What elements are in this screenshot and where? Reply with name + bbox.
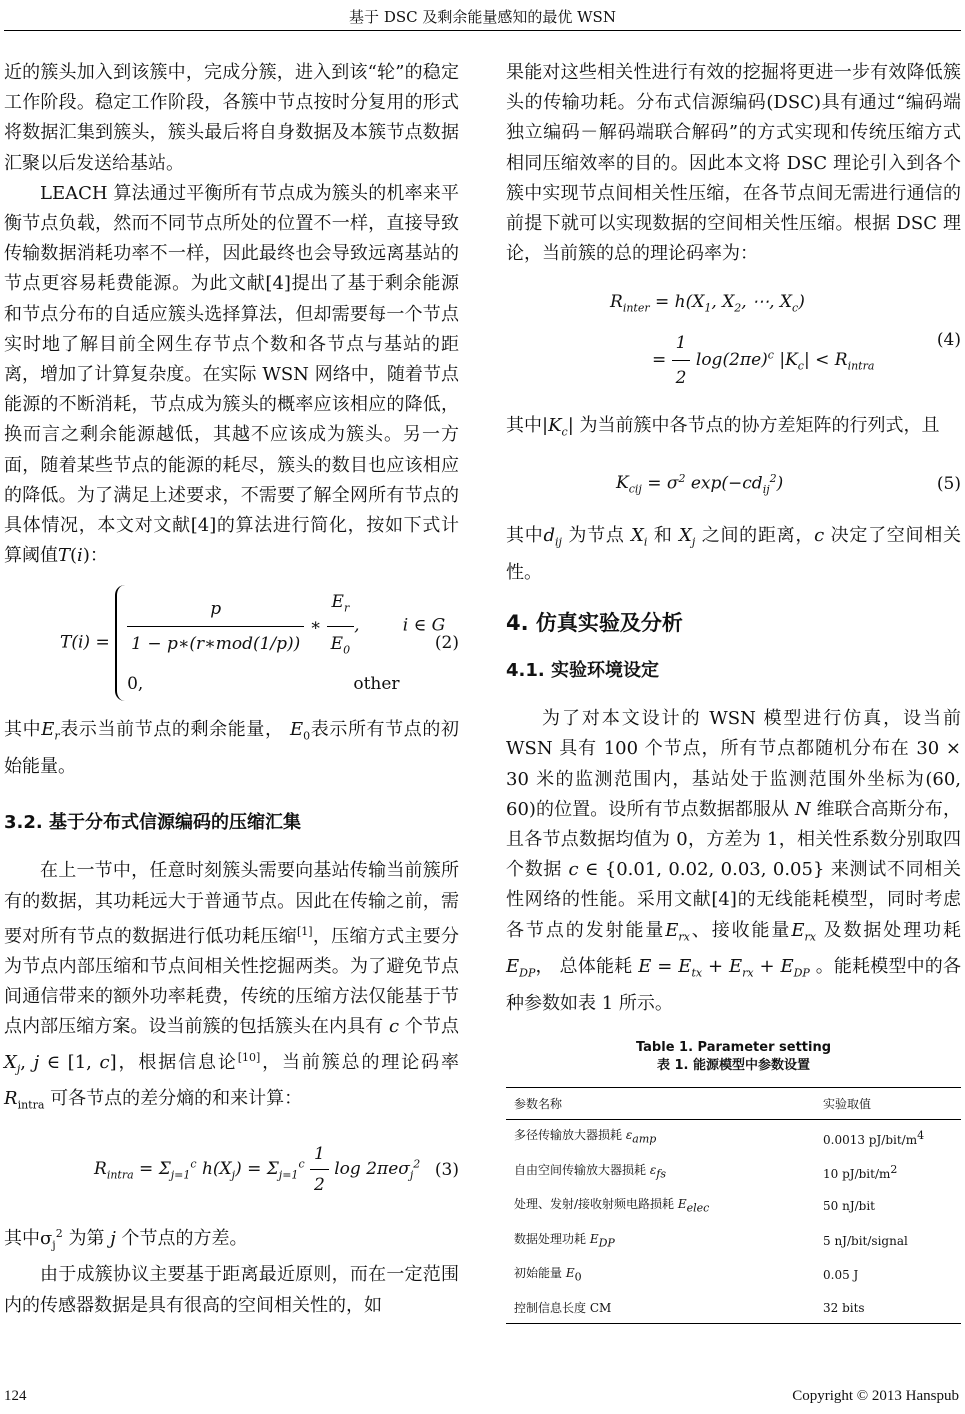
- equation-5: $K_{cij} = \sigma^2$ $\exp(-cd_{ij}^2)$ (5): [506, 454, 961, 515]
- piecewise-cases: $\frac{p}{\text{1 − p∗(r∗mod(1/p))}}$ ∗ $\frac{E_r}{E_0}$ , i ∈ G 0, other: [115, 585, 445, 701]
- parameter-table: [506, 1087, 961, 1324]
- paragraph: 为了对本文设计的 WSN 模型进行仿真，设当前 WSN 具有 100 个节点，所有节点都随机分布在 30 × 30 米的监测范围内，基站处于监测范围外坐标为(60, 60)的位置。设所有节点数据都服从 N 维联合高斯分布，且各节点数据均值为 0，方差为 1，相关性系数分别取四个数据 c ∈ {0.01, 0.02, 0.03, 0.05} 来测试不同相关性网络的性能。采用文献[4]的无线能耗模型，同时考虑各节点的发射能量$E_{rx}$、接收能量$E_{rx}$ 及数据处理功耗 $E_{DP}$， 总体能耗 $E = E_{tx} + E_{rx} + E_{DP}$ 。能耗模型中的各种参数如表 1 所示。: [506, 708, 962, 1015]
- table-cell: 多径传输放大器损耗 $\varepsilon_{amp}$: [514, 1128, 657, 1146]
- table-cell: 10 $pJ/bit/m^2$: [823, 1163, 898, 1182]
- running-header: 基于 DSC 及剩余能量感知的最优 WSN: [349, 8, 616, 26]
- equation-number: (5): [936, 474, 961, 495]
- table-caption: Table 1. Parameter setting 表 1. 能源模型中参数设置: [635, 1040, 832, 1074]
- section-heading: 3.2. 基于分布式信源编码的压缩汇集: [4, 812, 301, 834]
- table-cell: 初始能量 $E_0$: [514, 1266, 582, 1284]
- equation-2: T(i) = $\frac{p}{\text{1 − p∗(r∗mod(1/p))}}$ ∗ $\frac{E_r}{E_0}$ , i ∈ G 0, other (2): [4, 577, 459, 709]
- table-row: [506, 1120, 961, 1155]
- table-cell: 自由空间传输放大器损耗 $\varepsilon_{fs}$: [514, 1162, 667, 1181]
- copyright-notice: Copyright © 2013 Hanspub: [792, 1388, 959, 1404]
- right-column: [506, 58, 961, 1324]
- subsection-heading: 4.1. 实验环境设定: [506, 660, 659, 682]
- table-header-row: [506, 1088, 961, 1120]
- table-cell: 数据处理功耗 $E_{DP}$: [514, 1231, 615, 1250]
- table-cell: 控制信息长度 CM: [514, 1300, 612, 1315]
- paragraph: 果能对这些相关性进行有效的挖掘将更进一步有效降低簇头的传输功耗。分布式信源编码(DSC)具有通过“编码端独立编码－解码端联合解码”的方式实现和传统压缩方式相同压缩效率的目的。因此本文将 DSC 理论引入到各个簇中实现节点间相关性压缩，在各节点间无需进行通信的前提下就可以实现数据的空间相关性压缩。根据 DSC 理论，当前簇的总的理论码率为：: [506, 62, 961, 265]
- table-row: [506, 1292, 961, 1324]
- table-cell: 处理、发射/接收射频电路损耗 $E_{elec}$: [514, 1197, 710, 1215]
- table-row: [506, 1224, 961, 1258]
- paragraph: 其中$|K_c|$ 为当前簇中各节点的协方差矩阵的行列式，且: [506, 414, 940, 439]
- table-cell: 5 nJ/bit/signal: [823, 1233, 908, 1248]
- equation-number: (2): [434, 633, 459, 654]
- paragraph: 其中$E_r$表示当前节点的剩余能量， $E_0$表示所有节点的初始能量。: [4, 719, 460, 778]
- table-cell: 0.05 J: [823, 1268, 859, 1283]
- table-cell: 50 nJ/bit: [823, 1199, 876, 1214]
- paragraph: LEACH 算法通过平衡所有节点成为簇头的机率来平衡节点负载，然而不同节点所处的位置不一样，直接导致传输数据消耗功率不一样，因此最终也会导致远离基站的节点更容易耗费能源。为此文献[4]提出了基于剩余能源和节点分布的自适应簇头选择算法，但却需要每一个节点实时地了解目前全网生存节点个数和各节点与基站的距离，增加了计算复杂度。在实际 WSN 网络中，随着节点能源的不断消耗，节点成为簇头的概率应该相应的降低，换而言之剩余能源越低，其越不应该成为簇头。另一方面，随着某些节点的能源的耗尽，簇头的数目也应该相应的降低。为了满足上述要求，不需要了解全网所有节点的具体情况，本文对文献[4]的算法进行简化，按如下式计算阈值T(i)：: [4, 182, 459, 567]
- equation-4: $R_{inter} = h(X_1$, $X_2$, ⋯, $X_c$) = $\frac{1}{2}$ $\log(2\pi e)^c$ $|K_c| < R_{intra}$ (4): [610, 292, 961, 388]
- table-cell: 0.0013 $pJ/bit/m^4$: [823, 1128, 925, 1147]
- table-header-cell: 实验取值: [823, 1096, 872, 1111]
- paragraph: 在上一节中，任意时刻簇头需要向基站传输当前簇所有的数据，其功耗远大于普通节点。因此在传输之前，需要对所有节点的数据进行低功耗压缩[1]，压缩方式主要分为节点内部压缩和节点间相关性挖掘两类。为了避免节点间通信带来的额外功率耗费，传统的压缩方法仅能基于节点内部压缩方案。设当前簇的包括簇头在内具有 c 个节点 $X_j$, j ∈ [1, c]，根据信息论[10]，当前簇总的理论码率 $R_{intra}$ 可各节点的差分熵的和来计算：: [4, 860, 460, 1113]
- paragraph: 其中$\sigma_j^2$ 为第 j 个节点的方差。: [4, 1226, 248, 1252]
- paragraph: 近的簇头加入到该簇中，完成分簇，进入到该“轮”的稳定工作阶段。稳定工作阶段，各簇中节点按时分复用的形式将数据汇集到簇头，簇头最后将自身数据及本簇节点数据汇聚以后发送给基站。: [4, 62, 459, 174]
- left-column: [4, 58, 459, 1321]
- equation-3: $R_{intra} = \Sigma_{j=1}^c$ $h(X_j) = \Sigma_{j=1}^c$ $\frac{1}{2}$ log 2πeσ$_j^2$ (3): [4, 1127, 459, 1212]
- header-rule: [4, 30, 961, 31]
- table-header-cell: 参数名称: [514, 1096, 563, 1111]
- table-row: [506, 1189, 961, 1223]
- paragraph: 其中$d_{ij}$ 为节点 $X_i$ 和 $X_j$ 之间的距离，c 决定了空间相关性。: [506, 524, 961, 583]
- page-number: 124: [4, 1388, 27, 1404]
- section-heading: 4. 仿真实验及分析: [506, 610, 683, 635]
- paragraph: 由于成簇协议主要基于距离最近原则，而在一定范围内的传感器数据是具有很高的空间相关性的，如: [4, 1264, 459, 1316]
- table-cell: 32 bits: [823, 1300, 865, 1315]
- table-row: [506, 1155, 961, 1189]
- equation-number: (4): [936, 330, 961, 351]
- equation-number: (3): [434, 1159, 459, 1180]
- table-row: [506, 1258, 961, 1292]
